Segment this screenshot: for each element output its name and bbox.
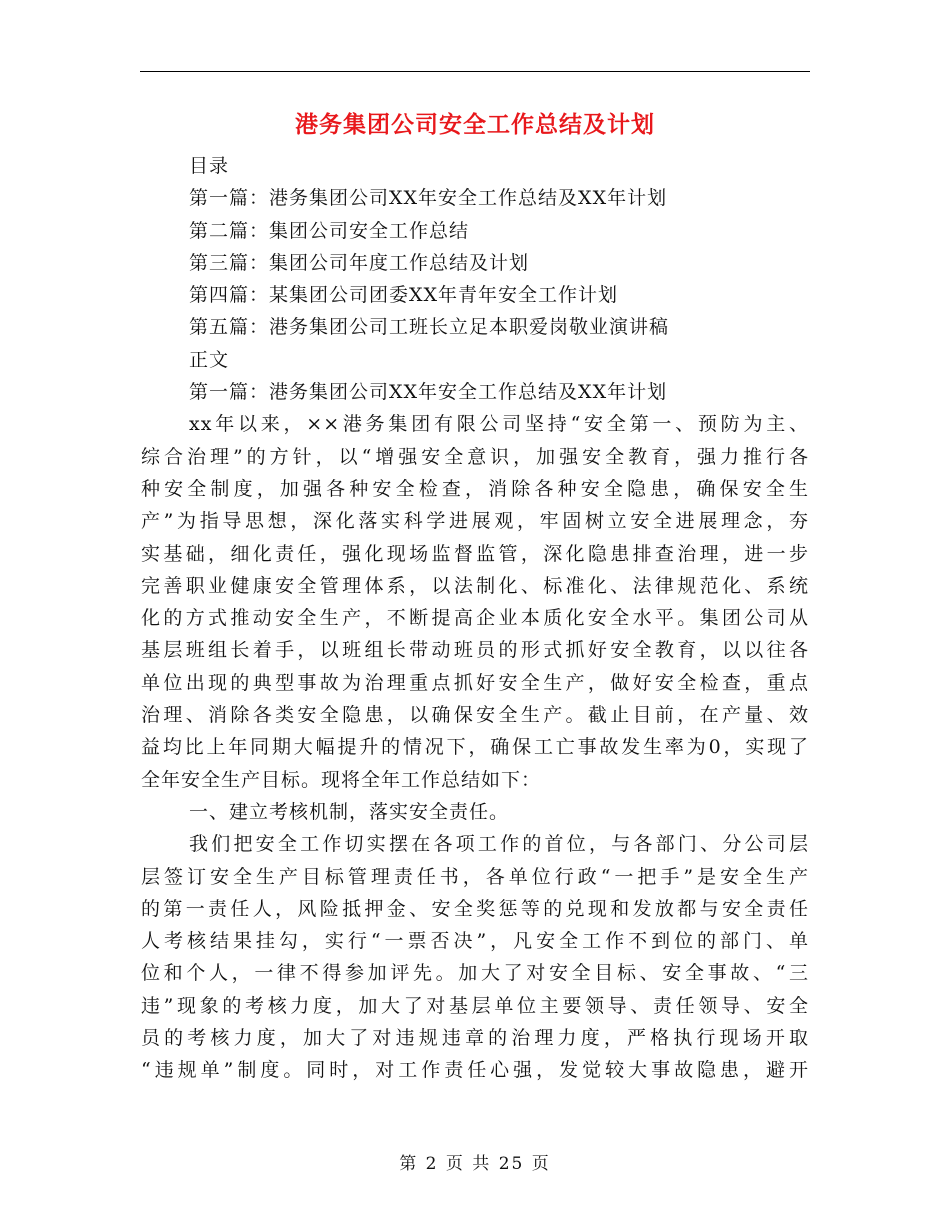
document-body	[141, 150, 809, 1087]
paragraph-line: 益均比上年同期大幅提升的情况下，确保工亡事故发生率为0，实现了	[141, 736, 809, 759]
paragraph-line: 实基础，细化责任，强化现场监督监管，深化隐患排查治理，进一步	[141, 542, 809, 565]
toc-item: 第二篇：集团公司安全工作总结	[189, 219, 470, 242]
paragraph-line: xx年以来，××港务集团有限公司坚持“安全第一、预防为主、	[189, 413, 809, 436]
toc-item: 第五篇：港务集团公司工班长立足本职爱岗敬业演讲稿	[189, 316, 670, 339]
paragraph-line: “违规单”制度。同时，对工作责任心强，发觉较大事故隐患，避开	[141, 1059, 809, 1082]
page-number: 第 2 页 共 25 页	[399, 1154, 551, 1174]
toc-item: 第一篇：港务集团公司XX年安全工作总结及XX年计划	[189, 187, 668, 210]
paragraph-line: 种安全制度，加强各种安全检查，消除各种安全隐患，确保安全生	[141, 477, 809, 500]
toc-heading: 目录	[189, 155, 230, 177]
document-title: 港务集团公司安全工作总结及计划	[295, 112, 655, 138]
paragraph-line: 产”为指导思想，深化落实科学进展观，牢固树立安全进展理念，夯	[141, 510, 809, 533]
toc-item: 第四篇：某集团公司团委XX年青年安全工作计划	[189, 284, 619, 307]
paragraph-line: 员的考核力度，加大了对违规违章的治理力度，严格执行现场开取	[141, 1027, 809, 1050]
paragraph-line: 全年安全生产目标。现将全年工作总结如下：	[141, 768, 542, 791]
paragraph-line: 我们把安全工作切实摆在各项工作的首位，与各部门、分公司层	[189, 833, 809, 856]
section-title: 第一篇：港务集团公司XX年安全工作总结及XX年计划	[189, 381, 668, 404]
toc-item: 第三篇：集团公司年度工作总结及计划	[189, 251, 530, 274]
paragraph-line: 违”现象的考核力度，加大了对基层单位主要领导、责任领导、安全	[141, 994, 809, 1017]
subheading: 一、建立考核机制，落实安全责任。	[189, 800, 510, 823]
header-rule	[140, 71, 810, 72]
paragraph-line: 治理、消除各类安全隐患，以确保安全生产。截止目前，在产量、效	[141, 704, 809, 727]
paragraph-line: 化的方式推动安全生产，不断提高企业本质化安全水平。集团公司从	[141, 607, 809, 630]
paragraph-line: 综合治理”的方针，以“增强安全意识，加强安全教育，强力推行各	[141, 445, 809, 468]
paragraph-line: 的第一责任人，风险抵押金、安全奖惩等的兑现和发放都与安全责任	[141, 897, 809, 920]
paragraph-line: 位和个人，一律不得参加评先。加大了对安全目标、安全事故、“三	[141, 962, 809, 985]
paragraph-line: 层签订安全生产目标管理责任书，各单位行政“一把手”是安全生产	[141, 865, 809, 888]
paragraph-line: 单位出现的典型事故为治理重点抓好安全生产，做好安全检查，重点	[141, 671, 809, 694]
paragraph-line: 人考核结果挂勾，实行“一票否决”，凡安全工作不到位的部门、单	[141, 930, 809, 953]
body-heading: 正文	[189, 348, 230, 371]
paragraph-line: 完善职业健康安全管理体系，以法制化、标准化、法律规范化、系统	[141, 574, 809, 597]
paragraph-line: 基层班组长着手，以班组长带动班员的形式抓好安全教育，以以往各	[141, 639, 809, 662]
